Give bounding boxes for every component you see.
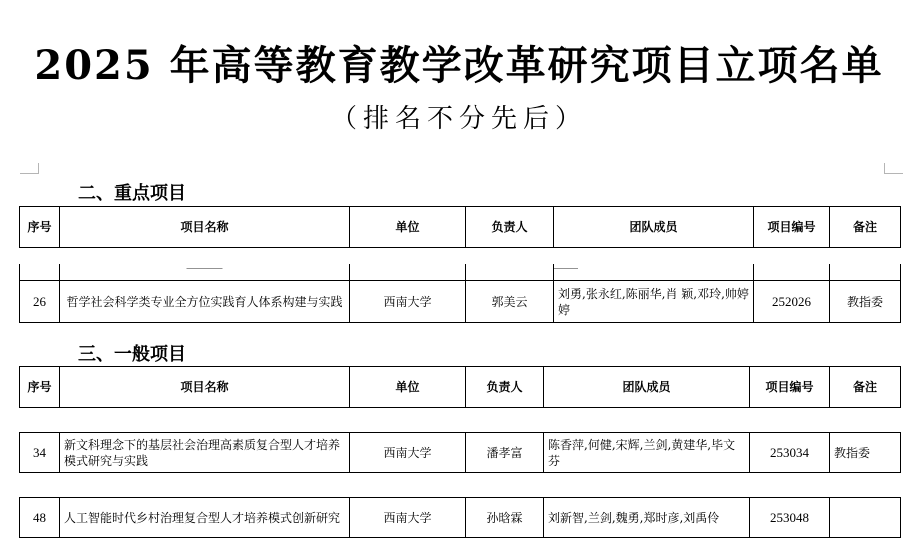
col-header-unit: 单位 — [350, 207, 466, 248]
col-header-no: 序号 — [20, 207, 60, 248]
cell-unit: 西南大学 — [350, 281, 466, 323]
cell-unit: 西南大学 — [350, 433, 466, 473]
col-header-unit: 单位 — [350, 367, 466, 408]
corner-crop-mark — [884, 163, 903, 174]
cell-members: 陈香萍,何健,宋辉,兰剑,黄建华,毕文芬 — [544, 433, 750, 473]
col-header-members: 团队成员 — [554, 207, 754, 248]
col-header-note: 备注 — [830, 207, 901, 248]
table-header-row — [20, 207, 901, 248]
cell-code: 253034 — [750, 433, 830, 473]
cell-note — [830, 498, 901, 538]
section-heading-key-projects: 二、重点项目 — [78, 183, 186, 204]
cell-members: 刘新智,兰剑,魏勇,郑时彦,刘禹伶 — [544, 498, 750, 538]
cell-project-name: 人工智能时代乡村治理复合型人才培养模式创新研究 — [60, 498, 350, 538]
cell-note: 教指委 — [830, 433, 901, 473]
cell-members: 刘勇,张永红,陈丽华,肖 颖,邓玲,帅婷婷 — [554, 281, 754, 323]
col-header-note: 备注 — [830, 367, 901, 408]
col-header-members: 团队成员 — [544, 367, 750, 408]
cell-code: 252026 — [754, 281, 830, 323]
col-header-leader: 负责人 — [466, 207, 554, 248]
cell-unit: 西南大学 — [350, 498, 466, 538]
cell-code: 253048 — [750, 498, 830, 538]
cell-no: 48 — [20, 498, 60, 538]
col-header-code: 项目编号 — [754, 207, 830, 248]
omitted-rows-gap — [20, 408, 901, 433]
page-title: 2025 年高等教育教学改革研究项目立项名单 — [34, 42, 884, 89]
col-header-no: 序号 — [20, 367, 60, 408]
corner-crop-mark — [20, 163, 39, 174]
general-projects-table — [19, 366, 901, 538]
section-heading-general-projects: 三、一般项目 — [78, 344, 186, 365]
col-header-code: 项目编号 — [750, 367, 830, 408]
page-subtitle: （排名不分先后） — [330, 104, 587, 134]
cell-project-name: 新文科理念下的基层社会治理高素质复合型人才培养模式研究与实践 — [60, 433, 350, 473]
table-header-row — [20, 367, 901, 408]
clipped-row-fragment — [20, 264, 901, 281]
cell-no: 34 — [20, 433, 60, 473]
key-projects-table — [19, 206, 901, 323]
clipped-text: ____ — [554, 255, 578, 269]
cell-note: 教指委 — [830, 281, 901, 323]
table-row — [20, 433, 901, 473]
table-row — [20, 498, 901, 538]
clipped-text: ______ — [186, 255, 223, 269]
col-header-name: 项目名称 — [60, 207, 350, 248]
cell-leader: 潘孝富 — [466, 433, 544, 473]
cell-leader: 孙晗霖 — [466, 498, 544, 538]
col-header-name: 项目名称 — [60, 367, 350, 408]
cell-project-name: 哲学社会科学类专业全方位实践育人体系构建与实践 — [60, 281, 350, 323]
cell-leader: 郭美云 — [466, 281, 554, 323]
omitted-rows-gap — [20, 473, 901, 498]
col-header-leader: 负责人 — [466, 367, 544, 408]
cell-no: 26 — [20, 281, 60, 323]
table-row — [20, 281, 901, 323]
